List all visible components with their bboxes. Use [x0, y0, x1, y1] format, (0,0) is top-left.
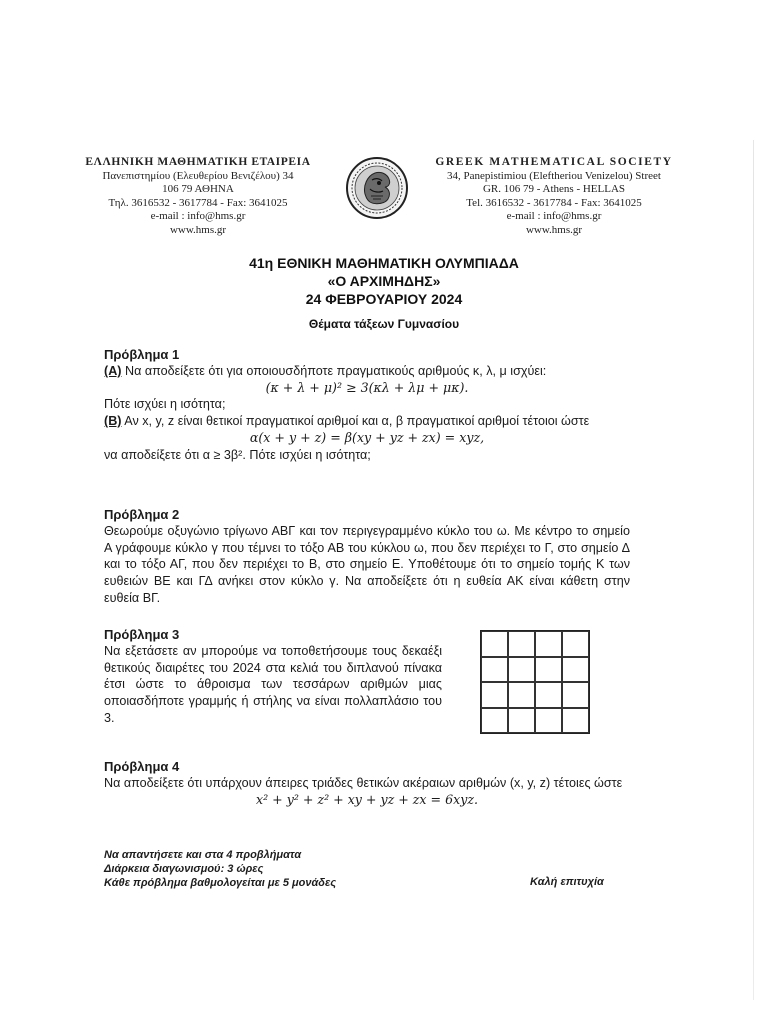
letterhead-english: [424, 156, 684, 237]
website-greek: www.hms.gr: [169, 223, 227, 236]
instruction-duration: Διάρκεια διαγωνισμού: 3 ώρες: [104, 863, 264, 875]
problem-2-title: Πρόβλημα 2: [104, 507, 180, 522]
email-english: e-mail : info@hms.gr: [506, 210, 602, 222]
grid-cell: [535, 631, 562, 657]
problem-3-text: Να εξετάσετε αν μπορούμε να τοποθετήσουμε τους δεκαέξι θετικούς διαιρέτες του 2024 στα κελιά του διπλανού πίνακα έτσι ώστε το άθροισμα των τεσσάρων αριθμών μιας οποιασδήποτε γραμμής ή στήλης να είναι πολλαπλάσιο του 3.: [104, 644, 442, 725]
problem-1-equality-question: Πότε ισχύει η ισότητα;: [104, 397, 226, 412]
problem-1: [104, 346, 630, 463]
problem-3: [104, 626, 442, 727]
problem-3-title: Πρόβλημα 3: [104, 627, 180, 642]
grid-cell: [562, 708, 589, 734]
grid-cell: [481, 631, 508, 657]
part-a-text: Να αποδείξετε ότι για οποιουσδήποτε πραγματικούς αριθμούς κ, λ, μ ισχύει:: [124, 364, 547, 378]
instruction-answer-all: Να απαντήσετε και στα 4 προβλήματα: [104, 849, 302, 861]
exam-date: 24 ΦΕΒΡΟΥΑΡΙΟΥ 2024: [305, 291, 463, 307]
letterhead: [0, 156, 768, 240]
grid-cell: [481, 708, 508, 734]
part-b-text: Αν x, y, z είναι θετικοί πραγματικοί αριθμοί και α, β πραγματικοί αριθμοί τέτοιοι ώστε: [124, 414, 590, 429]
problem-4-title: Πρόβλημα 4: [104, 759, 180, 774]
grid-cell: [508, 708, 535, 734]
olympiad-title: 41η ΕΘΝΙΚΗ ΜΑΘΗΜΑΤΙΚΗ ΟΛΥΜΠΙΑΔΑ: [249, 255, 519, 271]
grid-cell: [562, 657, 589, 683]
letterhead-greek: [68, 156, 328, 237]
problem-2: [104, 506, 630, 607]
org-name-english: GREEK MATHEMATICAL SOCIETY: [435, 156, 673, 168]
grid-cell: [562, 682, 589, 708]
phone-greek: Τηλ. 3616532 - 3617784 - Fax: 3641025: [108, 196, 288, 209]
address-greek-line2: 106 79 ΑΘΗΝΑ: [162, 183, 234, 195]
exam-subtitle: Θέματα τάξεων Γυμνασίου: [308, 317, 460, 331]
problem-1-part-b: [104, 413, 630, 430]
empty-4x4-grid: [480, 630, 590, 734]
grid-cell: [508, 682, 535, 708]
instruction-scoring: Κάθε πρόβλημα βαθμολογείται με 5 μονάδες: [104, 877, 337, 889]
phone-english: Tel. 3616532 - 3617784 - Fax: 3641025: [466, 196, 642, 209]
website-english: www.hms.gr: [525, 223, 583, 236]
grid-cell: [508, 631, 535, 657]
problem-1-title: Πρόβλημα 1: [104, 347, 180, 362]
part-b-label: (Β): [104, 414, 122, 429]
grid-cell: [481, 657, 508, 683]
problem-2-text: Θεωρούμε οξυγώνιο τρίγωνο ΑΒΓ και τον περιγεγραμμένο κύκλο του ω. Με κέντρο το σημείο Α γράφουμε κύκλο γ που τέμνει το τόξο ΑΒ του κύκλου ω, που δεν περιέχει το Γ, στο σημείο Δ και το τόξο ΑΓ, που δεν περιέχει το Β, στο σημείο Ε. Υποθέτουμε ότι το σημείο τομής Κ των ευθειών ΒΕ και ΓΔ ανήκει στον κύκλο γ. Να αποδείξετε ότι η ευθεία ΑΚ είναι κάθετη στην ευθεία ΒΓ.: [104, 524, 630, 605]
address-greek-line1: Πανεπιστημίου (Ελευθερίου Βενιζέλου) 34: [102, 169, 294, 182]
grid-cell: [535, 657, 562, 683]
org-name-greek: ΕΛΛΗΝΙΚΗ ΜΑΘΗΜΑΤΙΚΗ ΕΤΑΙΡΕΙΑ: [85, 156, 311, 168]
society-seal-icon: [345, 156, 409, 220]
problem-4-equation: x² + y² + z² + xy + yz + zx = 6xyz.: [256, 791, 478, 807]
problem-1-equation: α(x + y + z) = β(xy + yz + zx) = xyz,: [249, 429, 485, 445]
address-english-line2: GR. 106 79 - Athens - HELLAS: [482, 183, 626, 195]
grid-cell: [535, 708, 562, 734]
problem-1-part-a: [104, 363, 630, 380]
problem-4-text: Να αποδείξετε ότι υπάρχουν άπειρες τριάδες θετικών ακέραιων αριθμών (x, y, z) τέτοιες ώστε: [104, 776, 623, 790]
grid-cell: [481, 682, 508, 708]
problem-1-inequality: (κ + λ + μ)² ≥ 3(κλ + λμ + μκ).: [265, 379, 469, 395]
problem-4: [104, 758, 630, 808]
problem-1-part-b-question: να αποδείξετε ότι α ≥ 3β². Πότε ισχύει η ισότητα;: [104, 447, 371, 462]
exam-title-block: [0, 254, 768, 332]
grid-cell: [535, 682, 562, 708]
address-english-line1: 34, Panepistimiou (Eleftheriou Venizelou) Street: [447, 169, 661, 182]
olympiad-name: «Ο ΑΡΧΙΜΗΔΗΣ»: [327, 273, 441, 289]
grid-cell: [562, 631, 589, 657]
part-a-label: (Α): [104, 364, 122, 378]
grid-cell: [508, 657, 535, 683]
email-greek: e-mail : info@hms.gr: [150, 210, 246, 222]
good-luck-note: Καλή επιτυχία: [530, 876, 604, 888]
